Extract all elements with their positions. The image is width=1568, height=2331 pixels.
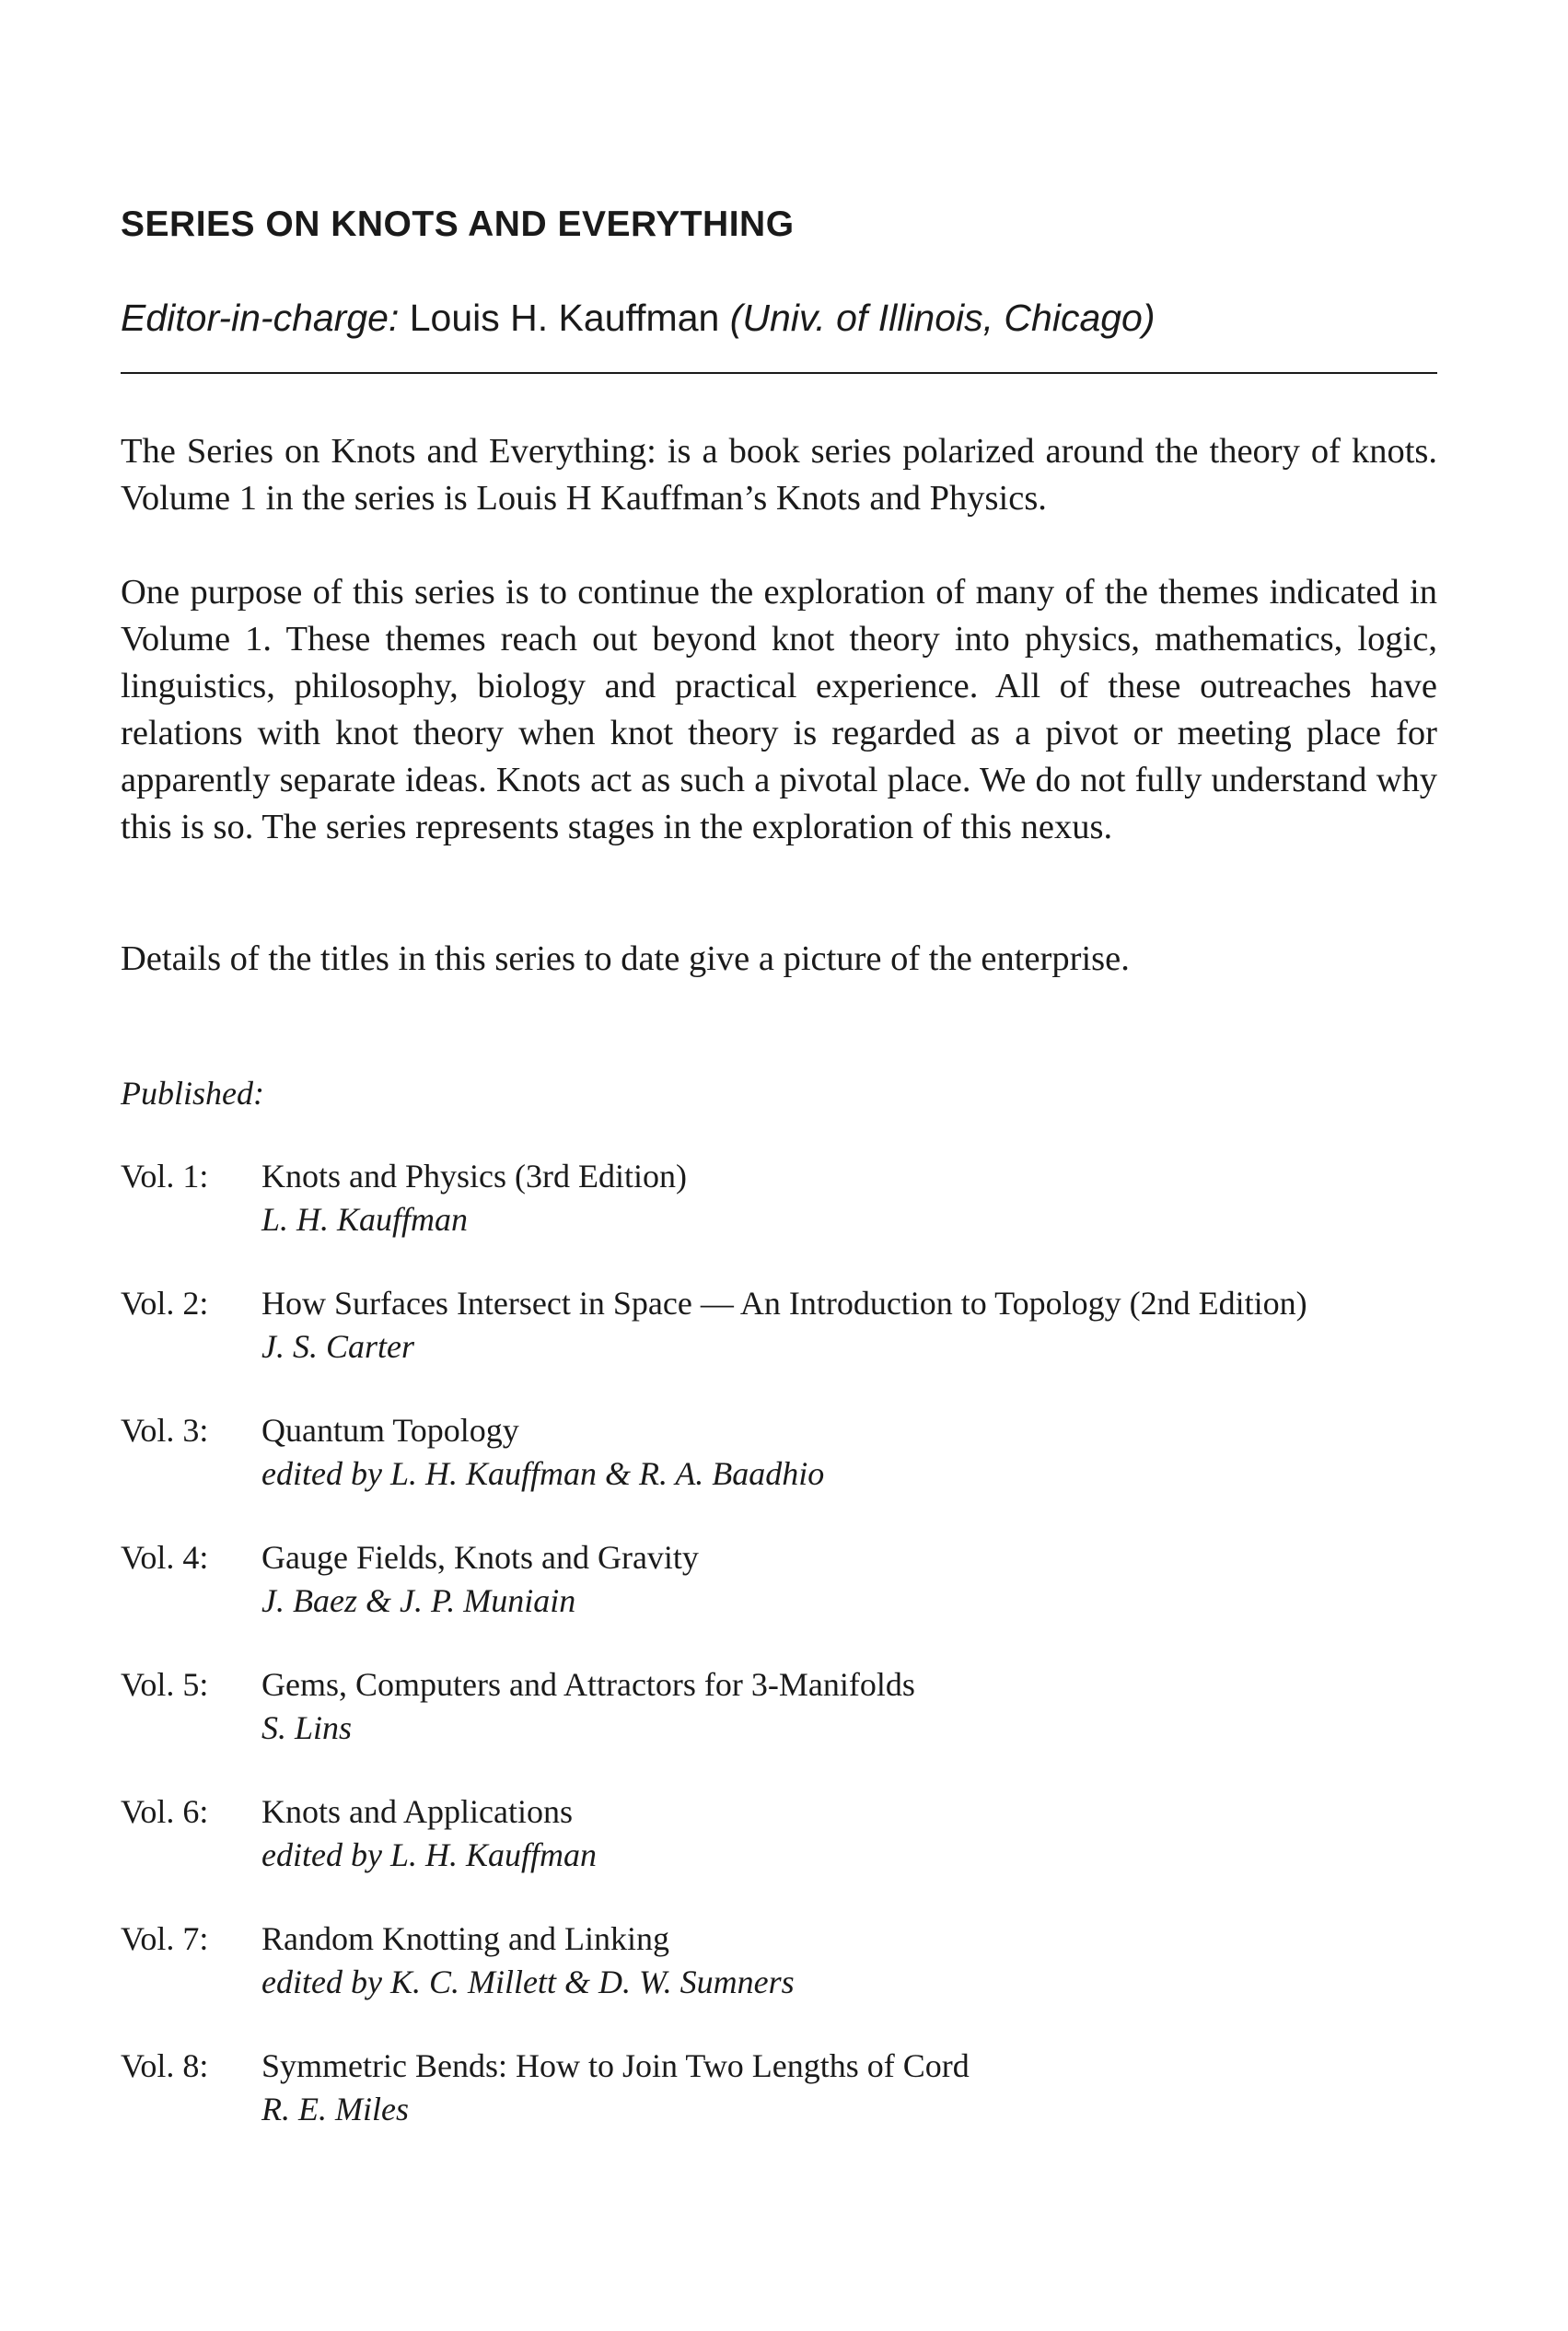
volume-body (261, 2045, 1437, 2131)
volume-body (261, 1536, 1437, 1623)
volume-item (121, 1917, 1437, 2045)
volume-author: L. H. Kauffman (261, 1201, 469, 1238)
volume-author: edited by L. H. Kauffman (261, 1836, 597, 1873)
volume-number: Vol. 6: (121, 1793, 209, 1830)
volume-number: Vol. 2: (121, 1285, 209, 1322)
volume-author: edited by L. H. Kauffman & R. A. Baadhio (261, 1455, 825, 1492)
volume-body (261, 1409, 1437, 1496)
volume-title: Gems, Computers and Attractors for 3-Manifolds (261, 1666, 915, 1703)
intro-paragraph-2: One purpose of this series is to continue the exploration of many of the themes indicated in Volume 1. These themes reach out beyond knot theory into physics, mathematics, logic, linguistics, philosophy, biology and practical experience. All of these outreaches have relations with knot theory when knot theory is regarded as a pivot or meeting place for apparently separate ideas. Knots act as such a pivotal place. We do not fully understand why this is so. The series represents stages in the exploration of this nexus. (121, 573, 1437, 846)
volume-body (261, 1663, 1437, 1750)
volume-item (121, 2045, 1437, 2172)
volume-title: Symmetric Bends: How to Join Two Lengths of Cord (261, 2047, 970, 2084)
intro-paragraph-1: The Series on Knots and Everything: is a book series polarized around the theory of knots. Volume 1 in the series is Louis H Kauffman’s Knots and Physics. (121, 432, 1437, 518)
volume-title: How Surfaces Intersect in Space — An Introduction to Topology (2nd Edition) (261, 1285, 1307, 1322)
volume-body (261, 1917, 1437, 2004)
volume-number: Vol. 1: (121, 1158, 209, 1195)
volume-title: Gauge Fields, Knots and Gravity (261, 1539, 699, 1576)
editor-name: Louis H. Kauffman (409, 297, 720, 339)
volume-item (121, 1790, 1437, 1917)
volume-item (121, 1536, 1437, 1663)
volume-number: Vol. 3: (121, 1412, 209, 1449)
volume-title: Knots and Applications (261, 1793, 573, 1830)
volume-item (121, 1282, 1437, 1409)
series-title: SERIES ON KNOTS AND EVERYTHING (121, 204, 795, 244)
intro-paragraph-3: Details of the titles in this series to date give a picture of the enterprise. (121, 939, 1130, 978)
editor-affiliation: (Univ. of Illinois, Chicago) (729, 297, 1156, 339)
volume-body (261, 1282, 1437, 1369)
editor-label: Editor-in-charge: (121, 297, 400, 339)
volume-title: Knots and Physics (3rd Edition) (261, 1158, 687, 1195)
volume-author: S. Lins (261, 1709, 353, 1746)
volume-body (261, 1790, 1437, 1877)
volume-author: edited by K. C. Millett & D. W. Sumners (261, 1964, 795, 2000)
horizontal-rule (121, 372, 1437, 374)
volume-author: J. Baez & J. P. Muniain (261, 1582, 576, 1619)
volume-title: Quantum Topology (261, 1412, 519, 1449)
volume-item (121, 1155, 1437, 1282)
volume-author: J. S. Carter (261, 1328, 414, 1365)
volume-item (121, 1409, 1437, 1536)
volume-number: Vol. 5: (121, 1666, 209, 1703)
volume-body (261, 1155, 1437, 1241)
volume-item (121, 1663, 1437, 1790)
published-label: Published: (121, 1075, 264, 1112)
volume-list (121, 1155, 1437, 2172)
volume-title: Random Knotting and Linking (261, 1920, 669, 1957)
editor-line (121, 297, 1156, 340)
volume-author: R. E. Miles (261, 2091, 409, 2127)
volume-number: Vol. 4: (121, 1539, 209, 1576)
volume-number: Vol. 8: (121, 2047, 209, 2084)
volume-number: Vol. 7: (121, 1920, 209, 1957)
